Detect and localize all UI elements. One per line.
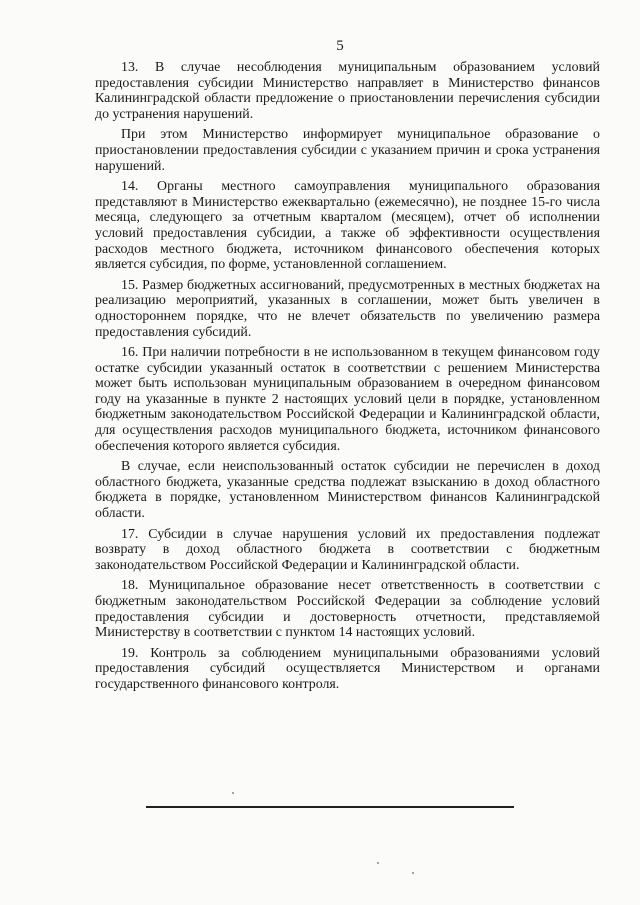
closing-rule	[146, 806, 514, 808]
paragraph-16-recovery: В случае, если неиспользованный остаток субсидии не перечислен в доход областного бюджета, указанные средства подлежат взысканию в доход областного бюджета в порядке, установленном Министерством финансов Калининградской области.	[95, 459, 600, 522]
paragraph-13: 13. В случае несоблюдения муниципальным образованием условий предоставления субсидии Министерство направляет в Министерство финансов Калининградской области предложение о приостановлении перечисления субсидии до устранения нарушений.	[95, 60, 600, 122]
page-number: 5	[336, 38, 344, 54]
paragraph-14: 14. Органы местного самоуправления муниципального образования представляют в Министерство ежеквартально (ежемесячно), не позднее 15-го числа месяца, следующего за отчетным кварталом (месяцем), отчет об исполнении условий предоставления субсидии, а также об эффективности осуществления расходов местного бюджета, источником финансового обеспечения которых является субсидия, по форме, установленной соглашением.	[95, 179, 600, 273]
paragraph-15: 15. Размер бюджетных ассигнований, предусмотренных в местных бюджетах на реализацию мероприятий, указанных в соглашении, может быть увеличен в одностороннем порядке, что не влечет обязательств по увеличению размера предоставления субсидий.	[95, 277, 600, 340]
paragraph-18: 18. Муниципальное образование несет ответственность в соответствии с бюджетным законодательством Российской Федерации за соблюдение условий предоставления субсидии и достоверность отчетности, представляемой Министерству в соответствии с пунктом 14 настоящих условий.	[95, 578, 600, 641]
scan-speck	[232, 792, 234, 794]
paragraph-17: 17. Субсидии в случае нарушения условий их предоставления подлежат возврату в доход областного бюджета в соответствии с бюджетным законодательством Российской Федерации и Калининградской области.	[95, 526, 600, 573]
scan-speck	[412, 872, 414, 874]
paragraph-16: 16. При наличии потребности в не использованном в текущем финансовом году остатке субсидии указанный остаток в соответствии с решением Министерства может быть использован муниципальным образованием в очередном финансовом году на указанные в пункте 2 настоящих условий цели в порядке, установленном бюджетным законодательством Российской Федерации и Калининградской области, для осуществления расходов муниципального бюджета, источником финансового обеспечения которого является субсидия.	[95, 345, 600, 454]
paragraph-13-notice: При этом Министерство информирует муниципальное образование о приостановлении предоставления субсидии с указанием причин и срока устранения нарушений.	[95, 127, 600, 174]
document-body	[95, 60, 600, 698]
scan-speck	[377, 862, 379, 864]
paragraph-19: 19. Контроль за соблюдением муниципальными образованиями условий предоставления субсидий осуществляется Министерством и органами государственного финансового контроля.	[95, 645, 600, 692]
